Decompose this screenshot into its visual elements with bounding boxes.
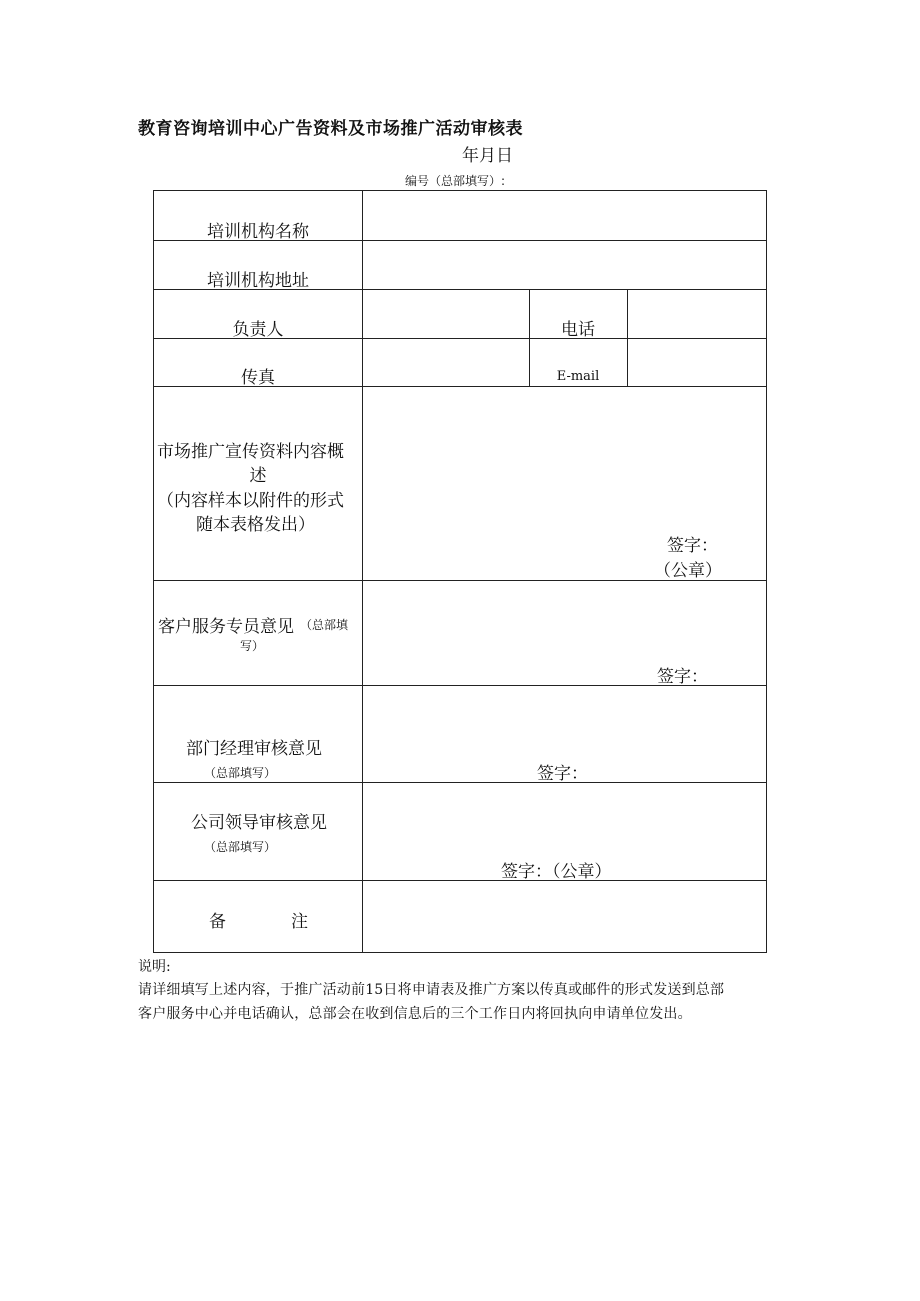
service-opinion-note-cont: 写）	[240, 639, 265, 653]
review-form-table	[153, 190, 767, 953]
fax-field[interactable]	[363, 339, 529, 386]
person-in-charge-field[interactable]	[363, 290, 529, 338]
org-address-label: 培训机构地址	[207, 271, 309, 291]
leader-signature-label: 签字：（公章）	[501, 862, 612, 882]
leader-review-note: （总部填写）	[204, 840, 277, 854]
content-summary-field[interactable]	[363, 387, 766, 523]
service-opinion-label: 客户服务专员意见	[158, 617, 294, 637]
org-name-field[interactable]	[363, 191, 766, 240]
notes-line: 客户服务中心并电话确认，总部会在收到信息后的三个工作日内将回执向申请单位发出。	[138, 1006, 692, 1022]
date-line: 年月日	[462, 146, 513, 166]
service-signature-label: 签字：	[657, 667, 708, 687]
serial-number-label: 编号（总部填写）:	[405, 174, 506, 188]
content-sample-note-cont: 随本表格发出）	[196, 515, 315, 535]
content-signature-label: 签字：	[667, 536, 718, 556]
email-field[interactable]	[628, 339, 766, 386]
email-label: E-mail	[556, 369, 600, 384]
content-summary-label: 市场推广宣传资料内容概	[157, 442, 344, 462]
leader-review-label: 公司领导审核意见	[191, 813, 327, 833]
service-opinion-note: （总部填	[300, 618, 349, 632]
remarks-field[interactable]	[363, 881, 766, 952]
manager-signature-label: 签字：	[537, 764, 588, 784]
manager-review-field[interactable]	[363, 686, 766, 754]
content-seal-label: （公章）	[654, 561, 722, 581]
manager-review-label: 部门经理审核意见	[186, 739, 322, 759]
phone-label: 电话	[561, 320, 595, 340]
content-sample-note: （内容样本以附件的形式	[157, 491, 344, 511]
service-opinion-field[interactable]	[363, 581, 766, 653]
content-summary-label-cont: 述	[249, 466, 267, 486]
phone-field[interactable]	[628, 290, 766, 338]
org-address-field[interactable]	[363, 241, 766, 289]
remarks-label-cont: 注	[291, 912, 308, 932]
remarks-label: 备	[209, 912, 226, 932]
manager-review-note: （总部填写）	[204, 766, 277, 780]
fax-label: 传真	[241, 368, 275, 388]
notes-line: 请详细填写上述内容，于推广活动前15日将申请表及推广方案以传真或邮件的形式发送到总部	[138, 982, 725, 998]
org-name-label: 培训机构名称	[207, 222, 309, 242]
person-in-charge-label: 负责人	[232, 320, 284, 340]
leader-review-field[interactable]	[363, 783, 766, 851]
notes-heading: 说明:	[138, 959, 171, 975]
form-title: 教育咨询培训中心广告资料及市场推广活动审核表	[138, 119, 523, 139]
